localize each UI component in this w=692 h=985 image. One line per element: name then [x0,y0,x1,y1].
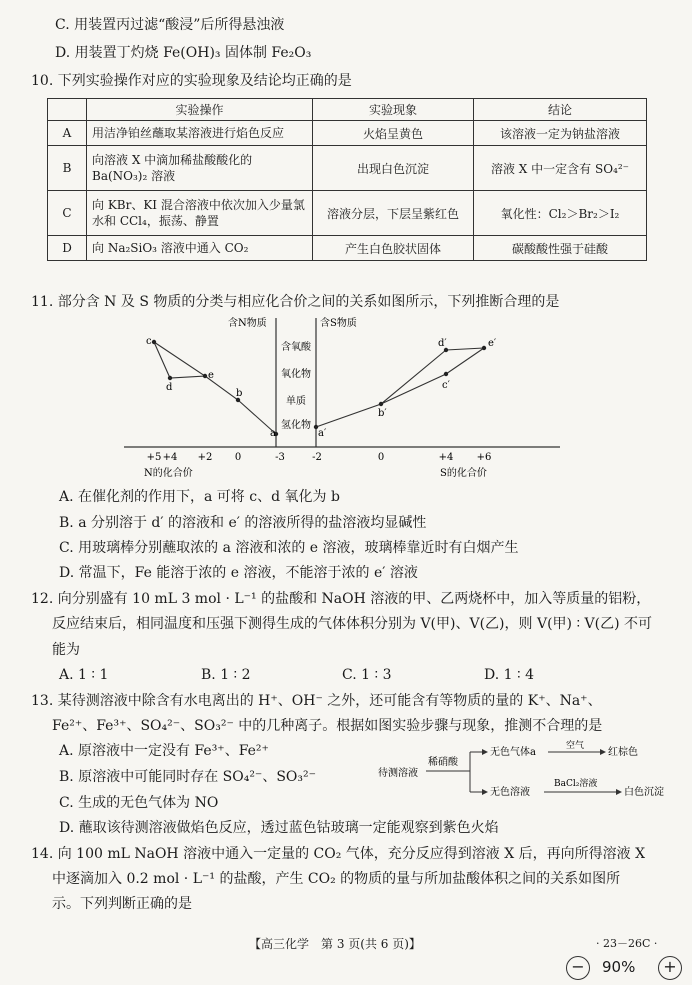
point-label: d′ [438,338,447,349]
q13-stem-line1: 13. 某待测溶液中除含有水电离出的 H⁺、OH⁻ 之外，还可能含有等物质的量的 K⁺、Na⁺、 [31,693,602,709]
row-operation: 向 Na₂SiO₃ 溶液中通入 CO₂ [87,236,313,261]
point-c-prime [444,372,448,376]
row-label: D [48,236,87,261]
row-label: C [48,191,87,236]
n-tick: -3 [275,452,285,463]
flow-sol-reagent: BaCl₂溶液 [554,779,598,789]
page-footer: 【高三化学 第 3 页(共 6 页)】 [249,937,421,951]
point-label: e [208,370,214,381]
point-label: a [270,428,276,439]
option-c-prev: C. 用装置丙过滤“酸浸”后所得悬浊液 [55,17,285,33]
q13-option-a: A. 原溶液中一定没有 Fe³⁺、Fe²⁺ [59,743,269,759]
category-label: 氧化物 [281,369,311,380]
row-label: A [48,121,87,146]
n-path-line [205,376,276,434]
n-axis-title: 含N物质 [228,318,267,329]
zoom-out-button[interactable]: − [566,956,590,980]
row-conclusion: 溶液 X 中一定含有 SO₄²⁻ [474,146,647,191]
valence-diagram [110,314,570,484]
option-d-prev: D. 用装置丁灼烧 Fe(OH)₃ 固体制 Fe₂O₃ [55,45,312,61]
table-row [48,236,647,261]
row-operation: 用洁净铂丝蘸取某溶液进行焰色反应 [87,121,313,146]
s-tick: -2 [312,452,322,463]
table-header [48,99,87,121]
s-tick: 0 [377,452,385,463]
row-conclusion: 氧化性：Cl₂＞Br₂＞I₂ [474,191,647,236]
table-header: 结论 [474,99,647,121]
q12-stem-line3: 能为 [52,642,80,658]
table-header: 实验现象 [313,99,474,121]
q11-option-c: C. 用玻璃棒分别蘸取浓的 a 溶液和浓的 e 溶液，玻璃棒靠近时有白烟产生 [59,540,519,556]
q11-option-d: D. 常温下，Fe 能溶于浓的 e 溶液，不能溶于浓的 e′ 溶液 [59,565,418,581]
q12-stem-line1: 12. 向分别盛有 10 mL 3 mol · L⁻¹ 的盐酸和 NaOH 溶液的甲、乙两烧杯中，加入等质量的铝粉， [31,591,651,607]
point-c [152,340,156,344]
table-row [48,121,647,146]
table-row [48,191,647,236]
n-tick: 0 [234,452,242,463]
point-e-prime [482,346,486,350]
zoom-level: 90% [602,958,636,976]
n-tick: +5 [146,452,162,463]
experiment-table [47,98,647,261]
s-axis-label: S的化合价 [440,468,487,479]
q11-option-a: A. 在催化剂的作用下，a 可将 c、d 氧化为 b [59,489,340,505]
q11-option-b: B. a 分别溶于 d′ 的溶液和 e′ 的溶液所得的盐溶液均显碱性 [59,515,427,531]
s-tick: +4 [438,452,454,463]
q13-stem-line2: Fe²⁺、Fe³⁺、SO₄²⁻、SO₃²⁻ 中的几种离子。根据如图实验步骤与现象，推测不合理的是 [52,718,603,734]
q13-option-b: B. 原溶液中可能同时存在 SO₄²⁻、SO₃²⁻ [59,769,317,785]
row-operation: 向溶液 X 中滴加稀盐酸酸化的 Ba(NO₃)₂ 溶液 [87,146,313,191]
q12-option-d: D. 1 ∶ 4 [484,667,534,683]
n-triangle-line [154,342,205,378]
point-label: c [146,336,152,347]
point-d [168,376,172,380]
row-operation: 向 KBr、KI 混合溶液中依次加入少量氯水和 CCl₄，振荡、静置 [87,191,313,236]
point-b-prime [379,402,383,406]
point-label: b [236,388,243,399]
table-row [48,146,647,191]
flow-solution: 无色溶液 [490,787,530,798]
q11-stem: 11. 部分含 N 及 S 物质的分类与相应化合价之间的关系如图所示，下列推断合理的是 [31,294,560,310]
q13-option-c: C. 生成的无色气体为 NO [59,795,219,811]
point-label: d [166,382,173,393]
point-label: a′ [318,428,327,439]
s-axis-title: 含S物质 [320,318,357,329]
s-tick: +6 [476,452,492,463]
s-path-line [316,348,484,427]
row-conclusion: 碳酸酸性强于硅酸 [474,236,647,261]
q12-option-a: A. 1 ∶ 1 [59,667,109,683]
row-conclusion: 该溶液一定为钠盐溶液 [474,121,647,146]
q12-option-c: C. 1 ∶ 3 [342,667,392,683]
category-label: 氢化物 [281,420,311,431]
flow-start: 待测溶液 [378,768,418,779]
table-header: 实验操作 [87,99,313,121]
row-phenomenon: 火焰呈黄色 [313,121,474,146]
q14-stem-line1: 14. 向 100 mL NaOH 溶液中通入一定量的 CO₂ 气体，充分反应得到溶液 X 后，再向所得溶液 X [31,846,646,862]
q13-option-d: D. 蘸取该待测溶液做焰色反应，透过蓝色钴玻璃一定能观察到紫色火焰 [59,820,499,836]
q12-option-b: B. 1 ∶ 2 [201,667,251,683]
category-label: 单质 [286,396,306,407]
n-tick: +4 [162,452,178,463]
point-label: e′ [488,338,497,349]
category-label: 含氧酸 [281,342,311,353]
q14-stem-line3: 示。下列判断正确的是 [52,896,192,912]
flow-gas-reagent: 空气 [566,741,585,751]
flow-reagent: 稀硝酸 [428,757,458,768]
point-label: c′ [442,380,450,391]
row-phenomenon: 出现白色沉淀 [313,146,474,191]
n-axis-label: N的化合价 [144,468,193,479]
row-phenomenon: 产生白色胶状固体 [313,236,474,261]
n-tick: +2 [197,452,213,463]
flow-gas-result: 红棕色 [608,747,638,758]
row-label: B [48,146,87,191]
q14-stem-line2: 中逐滴加入 0.2 mol · L⁻¹ 的盐酸，产生 CO₂ 的物质的量与所加盐酸体积之间的关系如图所 [52,871,621,887]
flow-sol-result: 白色沉淀 [624,787,664,798]
flow-diagram [378,740,688,804]
q10-stem: 10. 下列实验操作对应的实验现象及结论均正确的是 [31,73,352,89]
row-phenomenon: 溶液分层，下层呈紫红色 [313,191,474,236]
flow-gas: 无色气体a [490,747,536,758]
point-e [203,374,207,378]
q12-stem-line2: 反应结束后，相同温度和压强下测得生成的气体体积分别为 V(甲)、V(乙)，则 V(甲) ∶ V(乙) 不可 [52,616,653,632]
paper-code: · 23－26C · [596,937,658,950]
zoom-in-button[interactable]: + [658,956,682,980]
point-label: b′ [378,408,387,419]
